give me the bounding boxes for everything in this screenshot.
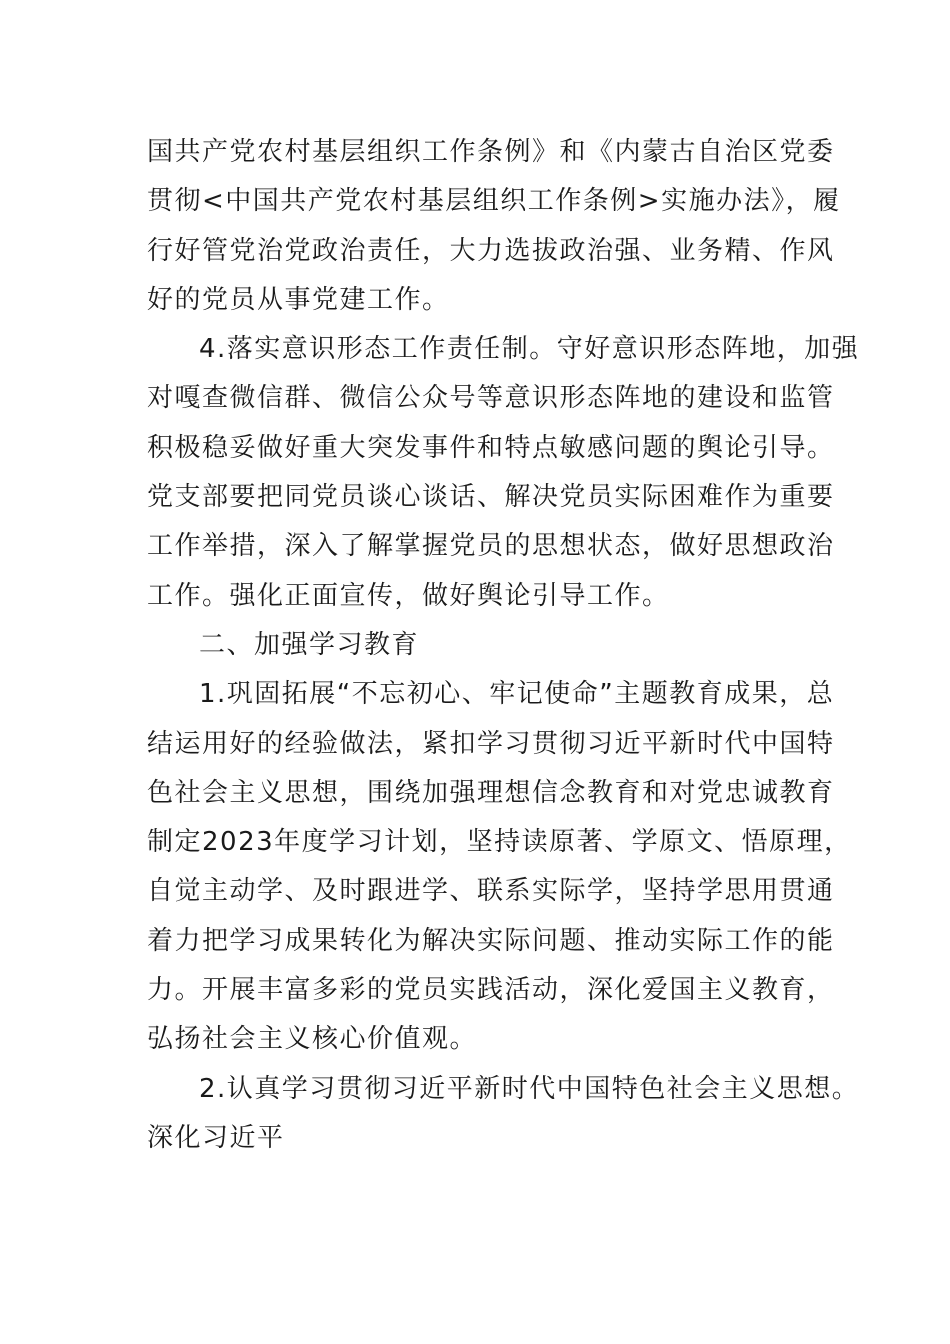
text-line: 着力把学习成果转化为解决实际问题、推动实际工作的能: [147, 925, 835, 956]
text-line: 力。开展丰富多彩的党员实践活动，深化爱国主义教育，: [147, 975, 835, 1006]
paragraph-start-line: 2.认真学习贯彻习近平新时代中国特色社会主义思想。: [199, 1073, 860, 1104]
text-line: 好的党员从事党建工作。: [147, 284, 450, 315]
text-line: 色社会主义思想，围绕加强理想信念教育和对党忠诚教育: [147, 777, 835, 808]
text-line: 自觉主动学、及时跟进学、联系实际学，坚持学思用贯通: [147, 876, 835, 907]
text-line: 国共产党农村基层组织工作条例》和《内蒙古自治区党委: [147, 137, 835, 167]
text-line: 行好管党治党政治责任，大力选拔政治强、业务精、作风: [147, 235, 835, 266]
paragraph-start-line: 1.巩固拓展“不忘初心、牢记使命”主题教育成果，总: [199, 679, 835, 710]
paragraph-start-line: 4.落实意识形态工作责任制。守好意识形态阵地，加强: [199, 334, 860, 365]
section-heading: 二、加强学习教育: [199, 629, 420, 660]
document-body: [147, 128, 860, 1163]
text-line: 贯彻<中国共产党农村基层组织工作条例>实施办法》，履: [147, 186, 841, 217]
text-line: 深化习近平: [147, 1122, 285, 1153]
text-line: 党支部要把同党员谈心谈话、解决党员实际困难作为重要: [147, 482, 835, 513]
text-line: 积极稳妥做好重大突发事件和特点敏感问题的舆论引导。: [147, 432, 835, 463]
text-line: 结运用好的经验做法，紧扣学习贯彻习近平新时代中国特: [147, 728, 835, 759]
text-line: 弘扬社会主义核心价值观。: [147, 1024, 478, 1055]
text-line: 制定2023年度学习计划，坚持读原著、学原文、悟原理，: [147, 827, 852, 858]
text-line: 工作举措，深入了解掌握党员的思想状态，做好思想政治: [147, 531, 835, 562]
text-line: 对嘎查微信群、微信公众号等意识形态阵地的建设和监管: [147, 383, 835, 414]
text-line: 工作。强化正面宣传，做好舆论引导工作。: [147, 580, 670, 611]
